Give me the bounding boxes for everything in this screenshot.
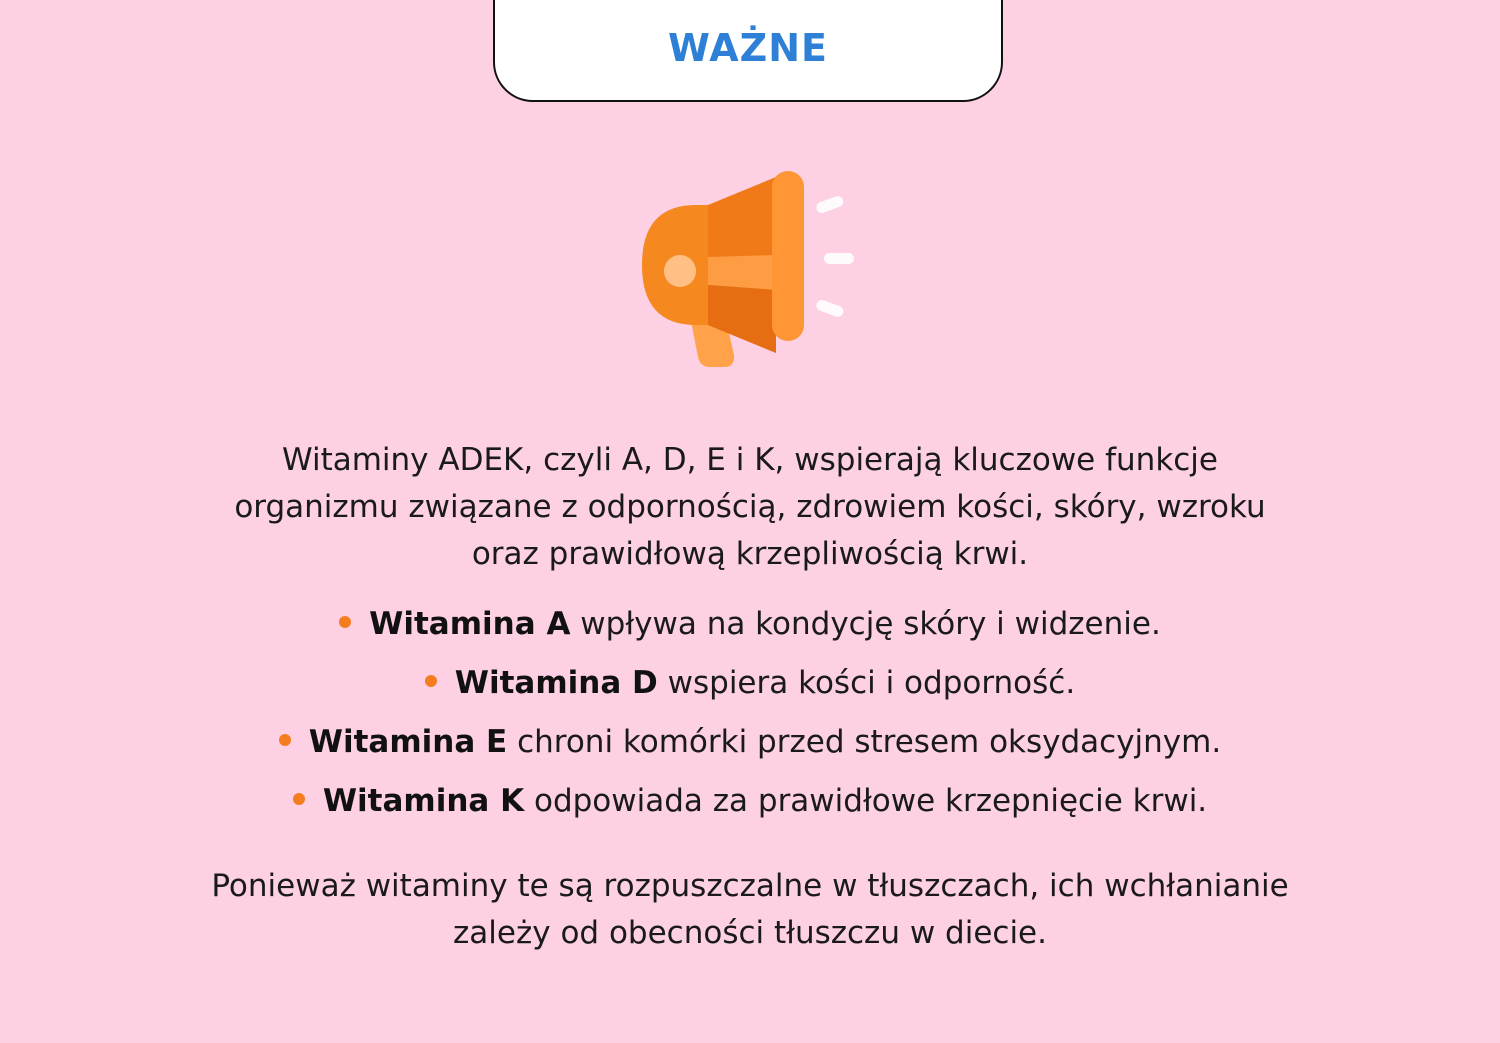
vitamin-name: Witamina A (369, 606, 571, 642)
intro-paragraph (150, 437, 1350, 578)
outro-line: zależy od obecności tłuszczu w diecie. (453, 915, 1047, 951)
bullet-icon (425, 675, 437, 687)
intro-line: organizmu związane z odpornością, zdrowiem kości, skóry, wzroku (234, 489, 1266, 525)
vitamin-item-k (150, 781, 1350, 821)
vitamin-item-a (150, 604, 1350, 644)
outro-line: Ponieważ witaminy te są rozpuszczalne w tłuszczach, ich wchłanianie (211, 868, 1289, 904)
intro-line: oraz prawidłową krzepliwością krwi. (471, 536, 1029, 572)
intro-line: Witaminy ADEK, czyli A, D, E i K, wspierają kluczowe funkcje (281, 442, 1218, 478)
header-tab (493, 0, 1003, 102)
vitamin-description: wspiera kości i odporność. (667, 665, 1076, 701)
vitamin-list (150, 604, 1350, 840)
outro-paragraph (150, 863, 1350, 957)
vitamin-name: Witamina K (322, 783, 525, 819)
vitamin-description: chroni komórki przed stresem oksydacyjnym. (517, 724, 1222, 760)
header-title: WAŻNE (668, 26, 828, 70)
bullet-icon (339, 616, 351, 628)
vitamin-item-d (150, 663, 1350, 703)
vitamin-name: Witamina D (454, 665, 658, 701)
bullet-icon (293, 793, 305, 805)
vitamin-item-e (150, 722, 1350, 762)
bullet-icon (279, 734, 291, 746)
vitamin-description: wpływa na kondycję skóry i widzenie. (580, 606, 1161, 642)
vitamin-name: Witamina E (308, 724, 508, 760)
megaphone-icon (636, 165, 866, 375)
vitamin-description: odpowiada za prawidłowe krzepnięcie krwi. (533, 783, 1208, 819)
